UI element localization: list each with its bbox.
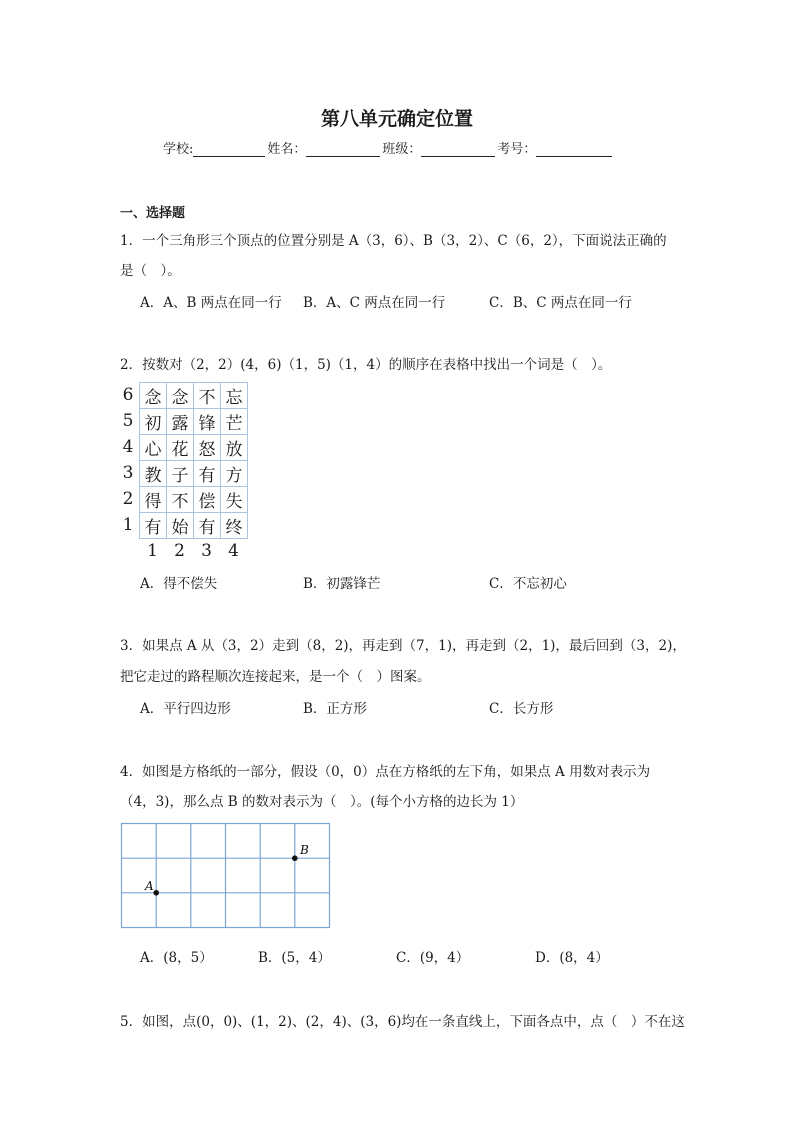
grid-cell: 有 [194,513,221,539]
grid-cell: 偿 [194,487,221,513]
q4-option-c[interactable]: C．(9，4） [396,950,470,966]
number-label: 考号： [497,142,537,157]
grid-row [140,513,248,539]
grid-cell: 忘 [221,383,248,409]
q3-text-line2: 把它走过的路程顺次连接起来，是一个（ ）图案。 [120,669,431,685]
grid-cell: 得 [140,487,167,513]
grid-row [140,461,248,487]
q3-option-a[interactable]: A．平行四边形 [140,701,231,717]
class-blank[interactable] [421,142,495,157]
row-numbers [121,382,135,538]
q2-option-c[interactable]: C．不忘初心 [489,576,567,592]
grid-cell: 终 [221,513,248,539]
grid-cell: 花 [167,435,194,461]
grid-cell: 失 [221,487,248,513]
school-blank[interactable] [193,142,265,157]
q5-text-line1: 5．如图，点(0，0)、(1，2)、(2，4)、(3，6)均在一条直线上，下面各点中，点（ ）不在这 [120,1014,685,1030]
grid-cell: 始 [167,513,194,539]
point-b-label: B [300,843,309,857]
row-number: 6 [122,385,134,405]
grid-cell: 有 [140,513,167,539]
page-title: 第八单元确定位置 [320,108,473,130]
grid-cell: 不 [194,383,221,409]
q4-text-line2: （4，3)，那么点 B 的数对表示为（ ）。(每个小方格的边长为 1） [120,794,524,810]
grid-cell: 有 [194,461,221,487]
column-number: 1 [147,541,158,561]
q1-option-c[interactable]: C．B、C 两点在同一行 [489,295,632,311]
point-a-dot [153,890,159,896]
grid-row [140,383,248,409]
column-number: 2 [174,541,185,561]
grid-cell: 心 [140,435,167,461]
name-blank[interactable] [306,142,380,157]
q2-option-a[interactable]: A．得不偿失 [140,576,218,592]
character-grid [139,382,248,539]
grid-row [140,487,248,513]
student-info-line [163,138,614,157]
grid-cell: 初 [140,409,167,435]
row-number: 4 [122,437,134,457]
q1-text-line1: 1．一个三角形三个顶点的位置分别是 A（3，6）、B（3，2）、C（6，2），下面说法正确的 [120,233,667,249]
q1-option-a[interactable]: A．A、B 两点在同一行 [140,295,282,311]
q1-text-line2: 是（ ）。 [120,263,181,279]
grid-cell: 露 [167,409,194,435]
q2-option-b[interactable]: B．初露锋芒 [303,576,381,592]
number-blank[interactable] [536,142,612,157]
grid-paper-figure [120,822,332,930]
row-number: 2 [122,489,134,509]
grid-cell: 芒 [221,409,248,435]
grid-cell: 怒 [194,435,221,461]
point-b-dot [292,855,298,861]
q4-text-line1: 4．如图是方格纸的一部分，假设（0，0）点在方格纸的左下角，如果点 A 用数对表示为 [120,764,651,780]
q4-option-b[interactable]: B．(5，4） [258,950,331,966]
q3-option-b[interactable]: B．正方形 [303,701,367,717]
column-number: 4 [228,541,239,561]
point-a-label: A [145,879,154,893]
grid-row [140,409,248,435]
section-heading: 一、选择题 [120,206,186,221]
name-label: 姓名： [267,142,307,157]
grid-cell: 念 [140,383,167,409]
row-number: 5 [122,411,134,431]
column-numbers [139,541,247,561]
grid-row [140,435,248,461]
grid-cell: 放 [221,435,248,461]
grid-cell: 锋 [194,409,221,435]
grid-cell: 方 [221,461,248,487]
class-label: 班级： [382,142,422,157]
q4-option-d[interactable]: D．(8，4） [535,950,609,966]
row-number: 1 [122,515,134,535]
grid-cell: 教 [140,461,167,487]
grid-cell: 子 [167,461,194,487]
row-number: 3 [122,463,134,483]
grid-lines [122,824,330,928]
grid-cell: 不 [167,487,194,513]
q3-option-c[interactable]: C．长方形 [489,701,554,717]
q2-text-line1: 2．按数对（2，2）(4，6)（1，5)（1，4）的顺序在表格中找出一个词是（ ）。 [120,357,612,373]
q4-option-a[interactable]: A．(8，5） [140,950,213,966]
q3-text-line1: 3．如果点 A 从（3，2）走到（8，2)，再走到（7，1)，再走到（2，1)，最后回到（3，2)， [120,638,686,654]
school-label: 学校: [163,142,194,157]
grid-cell: 念 [167,383,194,409]
q1-option-b[interactable]: B．A、C 两点在同一行 [303,295,446,311]
column-number: 3 [201,541,212,561]
